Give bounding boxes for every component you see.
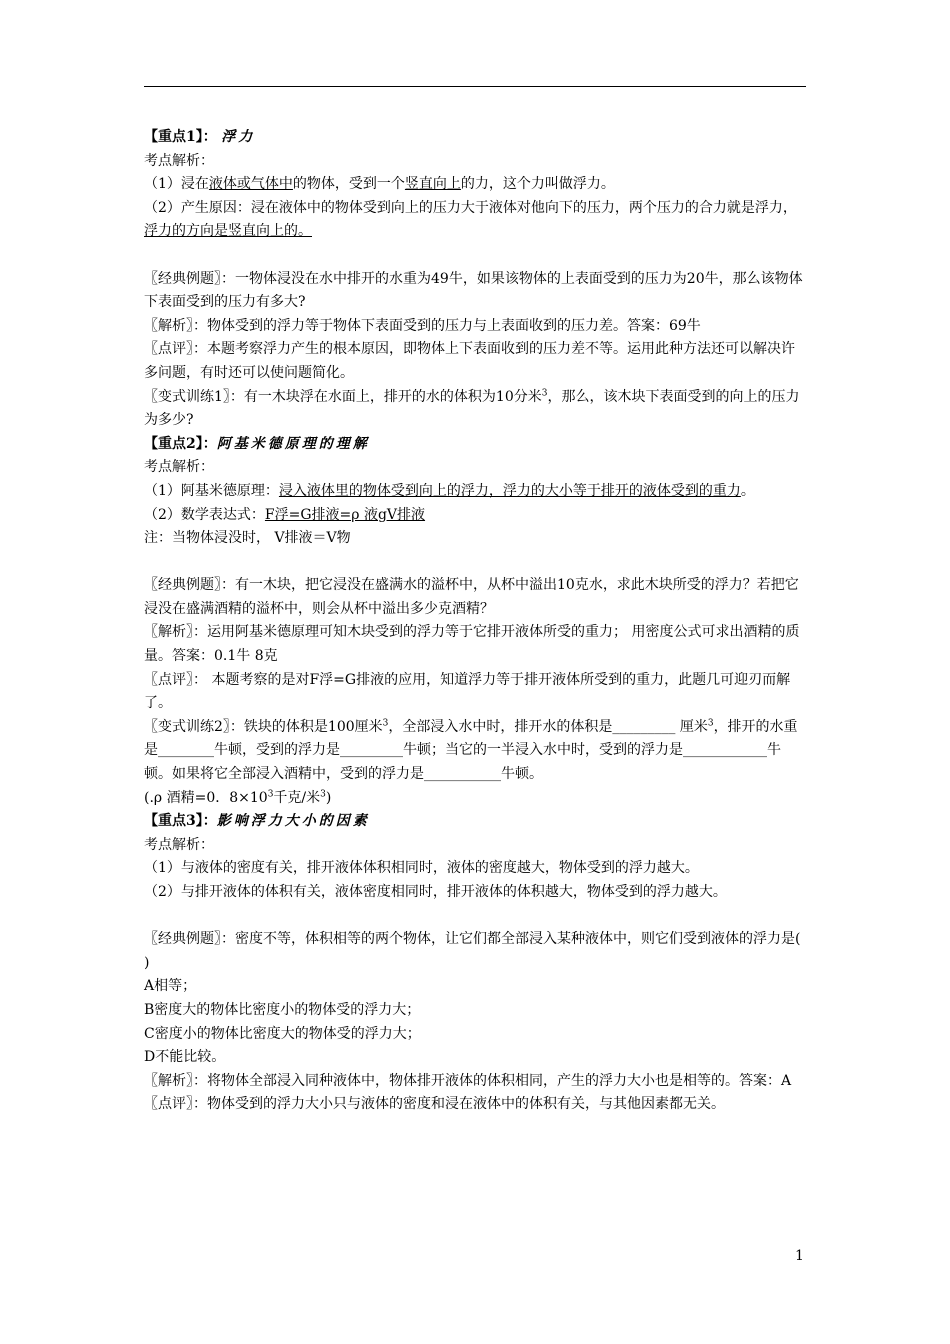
section-3-option-c: C密度小的物体比密度大的物体受的浮力大； <box>144 1025 421 1042</box>
section-3-analysis-label: 考点解析： <box>144 836 214 853</box>
section-3-review: 〖点评〗：物体受到的浮力大小只与液体的密度和浸在液体中的体积有关，与其他因素都无关。 <box>144 1096 725 1113</box>
section-3-heading <box>144 810 808 834</box>
page-number: 1 <box>795 1248 804 1264</box>
section-3-point-1: （1）与液体的密度有关，排开液体体积相同时，液体的密度越大，物体受到的浮力越大。 <box>144 860 699 877</box>
section-2-example: 〖经典例题〗：有一木块，把它浸没在盛满水的溢杯中，从杯中溢出10克水，求此木块所受的浮力？若把它浸没在盛满酒精的溢杯中，则会从杯中溢出多少克酒精？ <box>144 577 799 617</box>
section-3-point-2: （2）与排开液体的体积有关，液体密度相同时，排开液体的体积越大，物体受到的浮力越大。 <box>144 884 727 900</box>
section-3-option-a: A相等； <box>144 978 197 995</box>
section-2-solution: 〖解析〗：运用阿基米德原理可知木块受到的浮力等于它排开液体所受的重力； 用密度公式可求出酒精的质量。答案：0.1牛 8克 <box>144 624 800 665</box>
section-1-point-1: （1）浸在液体或气体中的物体，受到一个竖直向上的力，这个力叫做浮力。 <box>144 176 615 193</box>
section-3-option-b: B密度大的物体比密度小的物体受的浮力大； <box>144 1001 421 1018</box>
section-2-point-2: （2）数学表达式：F浮=G排液=ρ 液gV排液 <box>144 506 426 523</box>
section-2-density: (.ρ 酒精=0．$8\times 10^3$千克/米$^3$) <box>144 788 332 806</box>
section-2-topic: 阿基米德原理的理解 <box>216 435 370 452</box>
section-3-option-d: D不能比较。 <box>144 1049 226 1066</box>
section-1-point-2: （2）产生原因：浸在液体中的物体受到向上的压力大于液体对他向下的压力，两个压力的合力就是浮力，浮力的方向是竖直向上的。 <box>144 199 797 240</box>
section-1-training: 〖变式训练1〗：有一木块浮在水面上，排开的水的体积为10分米$^3$，那么，该木块下表面受到的向上的压力为多少? <box>144 387 800 429</box>
section-3-label: 【重点3】： <box>144 813 217 830</box>
section-3-solution: 〖解析〗：将物体全部浸入同种液体中，物体排开液体的体积相同，产生的浮力大小也是相等的。答案：A <box>144 1072 792 1089</box>
section-1-heading <box>144 126 808 150</box>
section-2-note: 注：当物体浸没时， V排液＝V物 <box>144 530 351 547</box>
section-1-solution: 〖解析〗：物体受到的浮力等于物体下表面受到的压力与上表面收到的压力差。答案：69牛 <box>144 317 701 334</box>
section-2-review: 〖点评〗： 本题考察的是对F浮=G排液的应用，知道浮力等于排开液体所受到的重力，此题几可迎刃而解了。 <box>144 671 791 712</box>
section-3-example: 〖经典例题〗：密度不等，体积相等的两个物体，让它们都全部浸入某种液体中，则它们受到液体的浮力是( ) <box>144 931 801 971</box>
section-2-heading <box>144 433 808 457</box>
section-2-training: 〖变式训练2〗：铁块的体积是100厘米$^3$，全部浸入水中时，排开水的体积是_________ 厘米$^3$，排开的水重是________牛顿，受到的浮力是_________牛顿；当它的一半浸入水中时，受到的浮力是____________牛顿。如果将它全部浸入酒精中，受到的浮力是___________牛顿。 <box>144 718 798 783</box>
section-1-review: 〖点评〗：本题考察浮力产生的根本原因，即物体上下表面收到的压力差不等。运用此种方法还可以解决许多问题，有时还可以使问题简化。 <box>144 341 795 381</box>
header-rule <box>144 86 806 87</box>
section-1-label: 【重点1】： <box>144 129 217 145</box>
document-body <box>144 126 808 1117</box>
section-2-analysis-label: 考点解析： <box>144 459 214 476</box>
section-1-example: 〖经典例题〗：一物体浸没在水中排开的水重为49牛，如果该物体的上表面受到的压力为20牛，那么该物体下表面受到的压力有多大? <box>144 270 803 311</box>
section-1-topic: 浮力 <box>221 129 256 145</box>
section-1-analysis-label: 考点解析： <box>144 152 214 169</box>
section-3-topic: 影响浮力大小的因素 <box>216 813 370 830</box>
section-2-label: 【重点2】： <box>144 435 217 452</box>
section-2-point-1: （1）阿基米德原理：浸入液体里的物体受到向上的浮力，浮力的大小等于排开的液体受到的重力。 <box>144 482 755 499</box>
